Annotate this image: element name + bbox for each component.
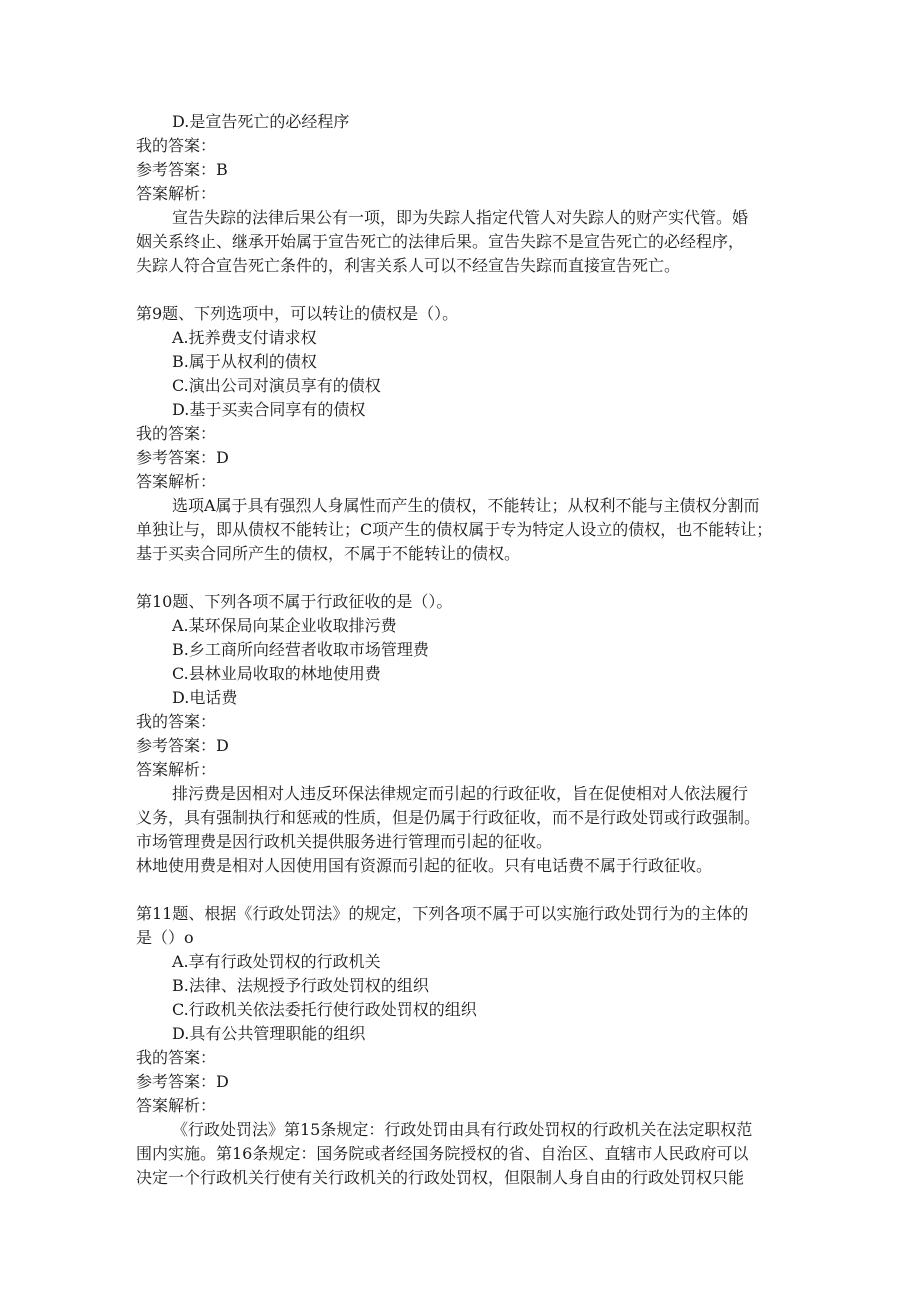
analysis-label: 答案解析： — [136, 472, 217, 491]
option-b: B.乡工商所向经营者收取市场管理费 — [172, 640, 429, 659]
option-c: C.演出公司对演员享有的债权 — [172, 376, 381, 395]
option-a: A.享有行政处罚权的行政机关 — [172, 952, 381, 971]
analysis-line: 市场管理费是因行政机关提供服务进行管理而引起的征收。 — [136, 832, 553, 851]
option-d: D.电话费 — [172, 688, 238, 707]
option-a: A.抚养费支付请求权 — [172, 328, 317, 347]
my-answer-label: 我的答案： — [136, 1048, 217, 1067]
option-b: B.法律、法规授予行政处罚权的组织 — [172, 976, 429, 995]
analysis-line: 义务，具有强制执行和惩戒的性质，但是仍属于行政征收，而不是行政处罚或行政强制。 — [136, 808, 761, 827]
analysis-label: 答案解析： — [136, 184, 217, 203]
reference-answer: 参考答案：D — [136, 448, 229, 467]
reference-answer: 参考答案：B — [136, 160, 228, 179]
question-title: 第10题、下列各项不属于行政征收的是（）。 — [136, 592, 453, 611]
option-c: C.县林业局收取的林地使用费 — [172, 664, 381, 683]
spacer — [136, 566, 792, 590]
reference-answer: 参考答案：D — [136, 1072, 229, 1091]
analysis-label: 答案解析： — [136, 760, 217, 779]
question-title-cont: 是（）o — [136, 928, 194, 947]
option-c: C.行政机关依法委托行使行政处罚权的组织 — [172, 1000, 477, 1019]
document-page — [136, 110, 792, 1190]
analysis-line: 决定一个行政机关行使有关行政机关的行政处罚权，但限制人身自由的行政处罚权只能 — [136, 1168, 745, 1187]
option-a: A.某环保局向某企业收取排污费 — [172, 616, 397, 635]
option-d: D.基于买卖合同享有的债权 — [172, 400, 366, 419]
analysis-line: 基于买卖合同所产生的债权，不属于不能转让的债权。 — [136, 544, 521, 563]
question-title: 第11题、根据《行政处罚法》的规定，下列各项不属于可以实施行政处罚行为的主体的 — [136, 904, 749, 923]
spacer — [136, 878, 792, 902]
analysis-line: 排污费是因相对人违反环保法律规定而引起的行政征收，旨在促使相对人依法履行 — [172, 784, 749, 803]
analysis-line: 姻关系终止、继承开始属于宣告死亡的法律后果。宣告失踪不是宣告死亡的必经程序， — [136, 232, 745, 251]
analysis-line: 《行政处罚法》第15条规定：行政处罚由具有行政处罚权的行政机关在法定职权范 — [172, 1120, 753, 1139]
reference-answer: 参考答案：D — [136, 736, 229, 755]
analysis-line: 林地使用费是相对人因使用国有资源而引起的征收。只有电话费不属于行政征收。 — [136, 856, 713, 875]
my-answer-label: 我的答案： — [136, 424, 217, 443]
option-d: D.是宣告死亡的必经程序 — [172, 112, 350, 131]
analysis-line: 失踪人符合宣告死亡条件的，利害关系人可以不经宣告失踪而直接宣告死亡。 — [136, 256, 681, 275]
option-d: D.具有公共管理职能的组织 — [172, 1024, 366, 1043]
option-b: B.属于从权利的债权 — [172, 352, 317, 371]
analysis-line: 宣告失踪的法律后果公有一项，即为失踪人指定代管人对失踪人的财产实代管。婚 — [172, 208, 749, 227]
spacer — [136, 278, 792, 302]
analysis-label: 答案解析： — [136, 1096, 217, 1115]
question-title: 第9题、下列选项中，可以转让的债权是（）。 — [136, 304, 459, 323]
analysis-line: 围内实施。第16条规定：国务院或者经国务院授权的省、自治区、直辖市人民政府可以 — [136, 1144, 749, 1163]
my-answer-label: 我的答案： — [136, 712, 217, 731]
analysis-line: 选项A属于具有强烈人身属性而产生的债权，不能转让；从权利不能与主债权分割而 — [172, 496, 760, 515]
analysis-line: 单独让与，即从债权不能转让；C项产生的债权属于专为特定人设立的债权，也不能转让； — [136, 520, 773, 539]
my-answer-label: 我的答案： — [136, 136, 217, 155]
